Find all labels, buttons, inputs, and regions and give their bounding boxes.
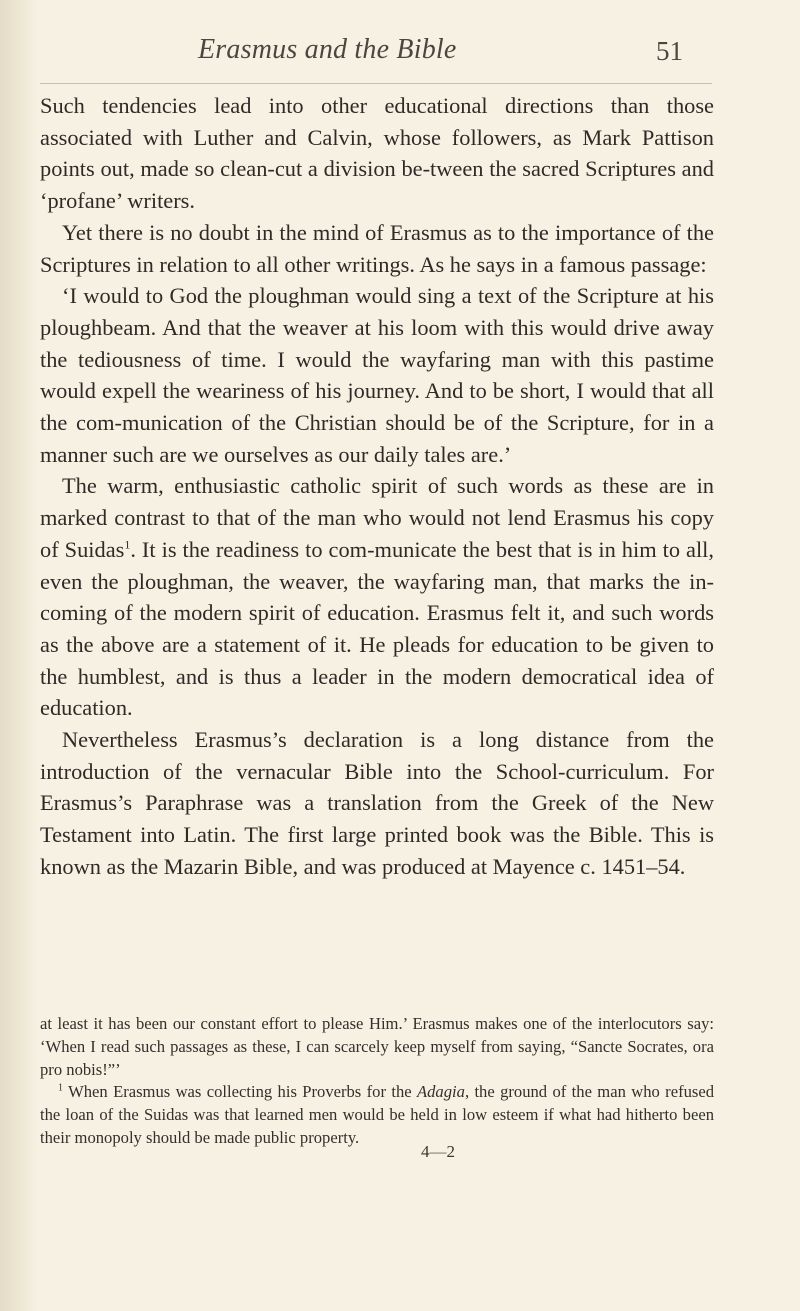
signature-sheet: 4: [421, 1142, 430, 1161]
paragraph-5: Nevertheless Erasmus’s declaration is a long distance from the introduction of the vernacular Bible into the School-curriculum. For Erasmus’s Paraphrase was a translation from the Greek of the New Testament into Latin. The first large printed book was the Bible. This is known as the Mazarin Bible, and was produced at Mayence c. 1451–54.: [40, 727, 714, 879]
footnote-title: Adagia: [417, 1082, 465, 1102]
footnote-reference: 1: [124, 537, 131, 552]
signature-mark: 4—2: [421, 1142, 455, 1161]
paragraph-4-text-a: The warm, enthusiastic catholic spirit of such words as these are in marked contrast to that of the man who would not lend Erasmus his copy of Suidas: [40, 473, 714, 562]
footnote-text-b: , the ground of the man who refused the loan of the Suidas was that learned men would be held in low esteem if what had hitherto been their monopoly should be made public property.: [40, 1082, 715, 1147]
header-rule: [40, 83, 712, 84]
footnote: [40, 1081, 714, 1149]
continued-note: at least it has been our constant effort to please Him.’ Erasmus makes one of the interlocutors say: ‘When I read such passages as these, I can scarcely keep myself from saying, “Sancte Socrates, ora pro nobis!”’: [40, 1014, 714, 1079]
main-text: [40, 90, 714, 883]
page-edge-shadow: [0, 0, 38, 1311]
footnote-text-a: When Erasmus was collecting his Proverbs for the: [68, 1082, 417, 1102]
paragraph-4: [40, 470, 714, 724]
small-print: [40, 1013, 714, 1150]
signature-leaf: 2: [446, 1142, 455, 1161]
page-number: 51: [656, 36, 683, 66]
paragraph-4-text-b: . It is the readiness to com-municate the best that is in him to all, even the ploughman, the weaver, the wayfaring man, that marks the in-coming of the modern spirit of education. Erasmus felt it, and such words as the above are a statement of it. He pleads for education to be given to the humblest, and is thus a leader in the modern democratical idea of education.: [40, 536, 714, 721]
running-title: Erasmus and the Bible: [198, 34, 457, 65]
paragraph-3-quotation: ‘I would to God the ploughman would sing a text of the Scripture at his ploughbeam. And that the weaver at his loom with this would drive away the tediousness of time. I would the wayfaring man with this pastime would expell the weariness of his journey. And to be short, I would that all the com-munication of the Christian should be of the Scripture, for in a manner such are we ourselves as our daily tales are.’: [40, 283, 714, 467]
footnote-mark: 1: [58, 1082, 63, 1094]
paragraph-1: Such tendencies lead into other educational directions than those associated with Luther and Calvin, whose followers, as Mark Pattison points out, made so clean-cut a division be-tween the sacred Scriptures and ‘profane’ writers.: [40, 93, 714, 214]
running-head: [0, 34, 800, 74]
paragraph-2: Yet there is no doubt in the mind of Erasmus as to the importance of the Scriptures in relation to all other writings. As he says in a famous passage:: [40, 219, 714, 277]
